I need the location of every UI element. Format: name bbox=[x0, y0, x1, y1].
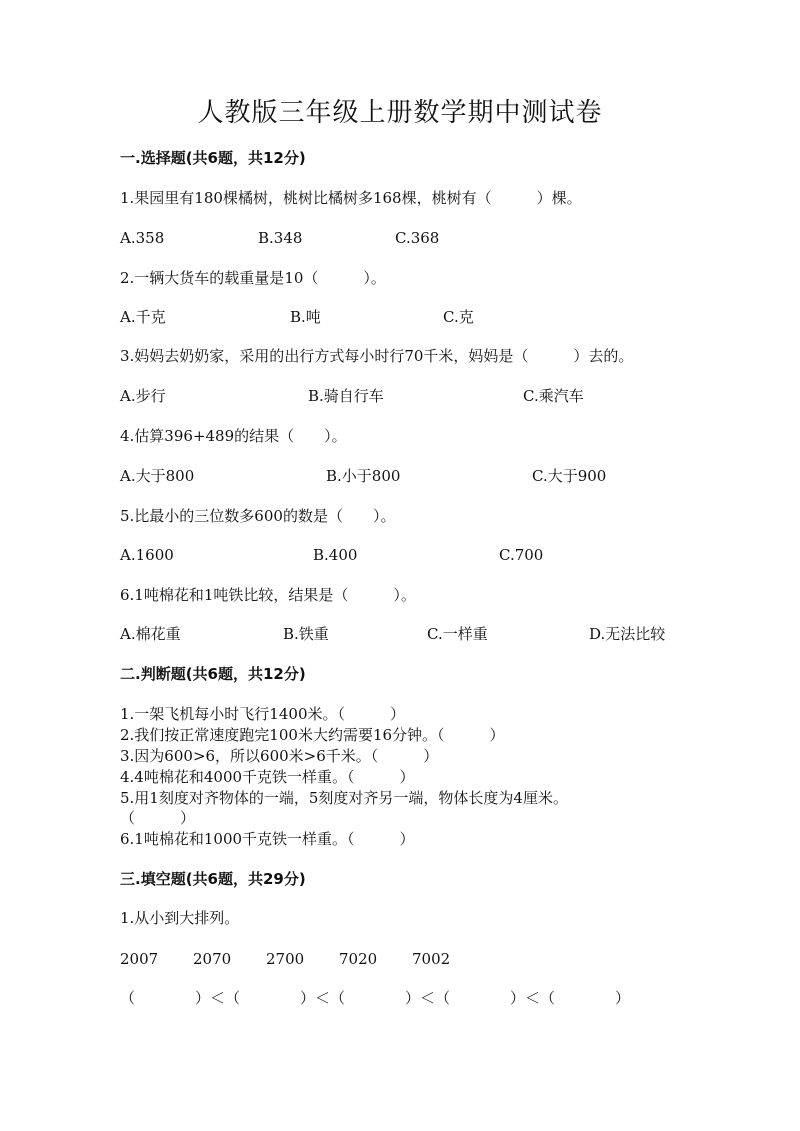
section-heading-choice: 一.选择题(共6题，共12分) bbox=[120, 149, 306, 167]
question-text: 5.比最小的三位数多600的数是（ ）。 bbox=[120, 507, 396, 525]
judgement-item: 2.我们按正常速度跑完100米大约需要16分钟。（ ） bbox=[120, 726, 505, 744]
option-c: C.乘汽车 bbox=[523, 387, 584, 405]
judgement-item-continuation: （ ） bbox=[120, 809, 196, 827]
option-b: B.小于800 bbox=[326, 467, 401, 485]
number-item: 7020 bbox=[339, 950, 378, 968]
question-text: 1.从小到大排列。 bbox=[120, 909, 240, 927]
option-a: A.大于800 bbox=[120, 467, 195, 485]
option-c: C.700 bbox=[499, 546, 544, 564]
option-c: C.368 bbox=[395, 229, 440, 247]
judgement-item: 3.因为600>6，所以600米>6千米。（ ） bbox=[120, 747, 439, 765]
question-text: 2.一辆大货车的载重量是10（ ）。 bbox=[120, 269, 386, 287]
number-item: 7002 bbox=[412, 950, 451, 968]
section-heading-fill-in: 三.填空题(共6题，共29分) bbox=[120, 870, 306, 888]
option-b: B.骑自行车 bbox=[308, 387, 384, 405]
option-a: A.358 bbox=[120, 229, 165, 247]
question-text: 1.果园里有180棵橘树，桃树比橘树多168棵，桃树有（ ）棵。 bbox=[120, 189, 582, 207]
judgement-item: 1.一架飞机每小时飞行1400米。（ ） bbox=[120, 705, 405, 723]
judgement-item: 6.1吨棉花和1000千克铁一样重。（ ） bbox=[120, 830, 415, 848]
judgement-item: 4.4吨棉花和4000千克铁一样重。（ ） bbox=[120, 768, 415, 786]
page-title: 人教版三年级上册数学期中测试卷 bbox=[197, 98, 603, 128]
option-c: C.克 bbox=[443, 308, 474, 326]
option-a: A.1600 bbox=[120, 546, 174, 564]
option-b: B.348 bbox=[258, 229, 303, 247]
question-text: 3.妈妈去奶奶家，采用的出行方式每小时行70千米，妈妈是（ ）去的。 bbox=[120, 347, 634, 365]
option-c: C.大于900 bbox=[532, 467, 607, 485]
option-a: A.棉花重 bbox=[120, 625, 181, 643]
option-b: B.铁重 bbox=[283, 625, 329, 643]
option-c: C.一样重 bbox=[427, 625, 488, 643]
option-a: A.千克 bbox=[120, 308, 166, 326]
number-item: 2700 bbox=[266, 950, 305, 968]
number-item: 2070 bbox=[193, 950, 232, 968]
option-b: B.吨 bbox=[290, 308, 321, 326]
question-text: 6.1吨棉花和1吨铁比较，结果是（ ）。 bbox=[120, 586, 416, 604]
section-heading-judgement: 二.判断题(共6题，共12分) bbox=[120, 665, 306, 683]
option-a: A.步行 bbox=[120, 387, 166, 405]
option-b: B.400 bbox=[313, 546, 358, 564]
option-d: D.无法比较 bbox=[589, 625, 666, 643]
answer-blanks: （ ）＜（ ）＜（ ）＜（ ）＜（ ） bbox=[120, 989, 631, 1007]
question-text: 4.估算396+489的结果（ ）。 bbox=[120, 427, 347, 445]
judgement-item: 5.用1刻度对齐物体的一端，5刻度对齐另一端，物体长度为4厘米。 bbox=[120, 789, 568, 807]
number-item: 2007 bbox=[120, 950, 159, 968]
